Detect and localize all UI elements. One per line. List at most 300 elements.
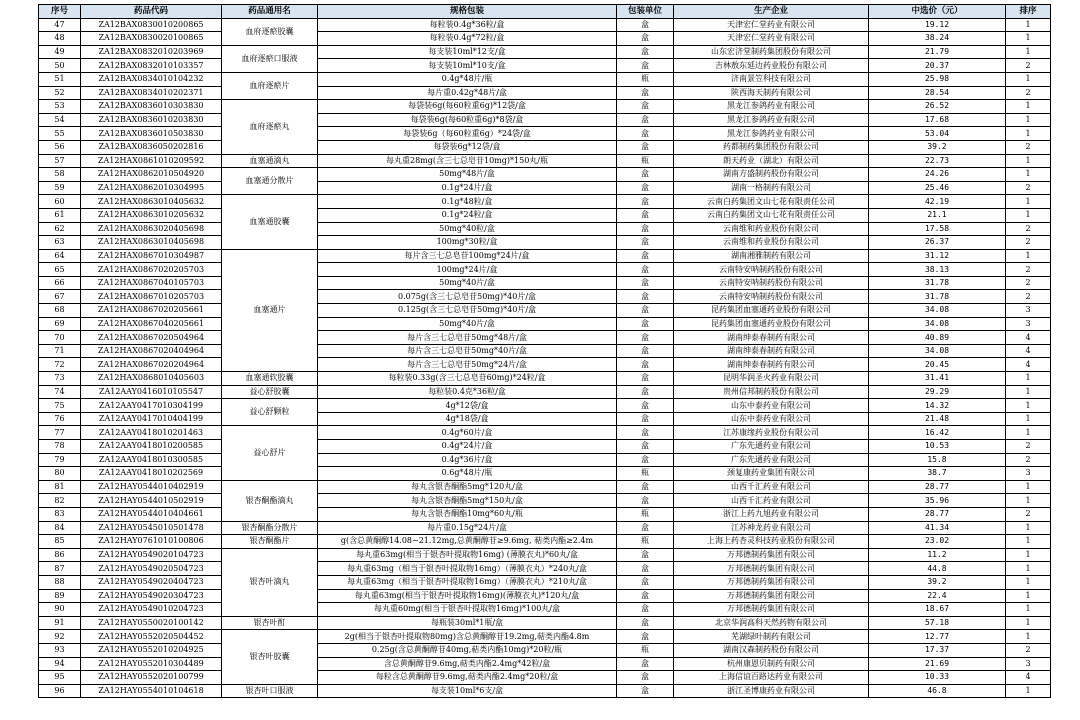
- table-row: [39, 208, 1051, 222]
- rank-cell: 1: [1006, 72, 1051, 86]
- price-cell: 46.8: [869, 684, 1006, 698]
- unit-cell: 盒: [617, 657, 674, 671]
- table-row: [39, 562, 1051, 576]
- unit-cell: 盒: [617, 208, 674, 222]
- seq-cell: 81: [39, 480, 81, 494]
- table-row: [39, 317, 1051, 331]
- table-row: [39, 127, 1051, 141]
- spec-cell: 每粒装0.4克*36粒/盒: [318, 385, 617, 399]
- header-rank: 排序: [1006, 5, 1051, 19]
- spec-cell: 每片含三七总皂苷50mg*48片/盒: [318, 331, 617, 345]
- spec-cell: g(含总黄酮醇14.08~21.12mg,总黄酮醇苷≥9.6mg, 萜类内酯≥2.4m: [318, 535, 617, 549]
- spec-cell: 每丸重60mg(相当于银杏叶提取物16mg)*100丸/盒: [318, 603, 617, 617]
- table-row: [39, 480, 1051, 494]
- price-cell: 39.2: [869, 575, 1006, 589]
- company-cell: 药都制药集团股份有限公司: [674, 140, 869, 154]
- table-row: [39, 168, 1051, 182]
- spec-cell: 每粒含总黄酮醇苷9.6mg,萜类内酯2.4mg*20粒/盒: [318, 671, 617, 685]
- unit-cell: 瓶: [617, 72, 674, 86]
- seq-cell: 60: [39, 195, 81, 209]
- seq-cell: 93: [39, 643, 81, 657]
- rank-cell: 1: [1006, 426, 1051, 440]
- spec-cell: 每片含三七总皂苷100mg*24片/盒: [318, 249, 617, 263]
- spec-cell: 0.1g*48粒/盒: [318, 195, 617, 209]
- spec-cell: 100mg*30粒/盒: [318, 236, 617, 250]
- company-cell: 上海信谊百路达药业有限公司: [674, 671, 869, 685]
- company-cell: 山西千汇药业有限公司: [674, 480, 869, 494]
- table-row: [39, 72, 1051, 86]
- unit-cell: 盒: [617, 100, 674, 114]
- price-cell: 12.77: [869, 630, 1006, 644]
- price-cell: 17.58: [869, 222, 1006, 236]
- header-seq: 序号: [39, 5, 81, 19]
- company-cell: 芜湖绿叶制药有限公司: [674, 630, 869, 644]
- rank-cell: 2: [1006, 276, 1051, 290]
- rank-cell: 1: [1006, 589, 1051, 603]
- unit-cell: 盒: [617, 290, 674, 304]
- seq-cell: 57: [39, 154, 81, 168]
- company-cell: 昆药集团血塞通药业股份有限公司: [674, 317, 869, 331]
- table-row: [39, 195, 1051, 209]
- company-cell: 黑龙江参鸽药业有限公司: [674, 127, 869, 141]
- unit-cell: 瓶: [617, 643, 674, 657]
- company-cell: 广东先通药业有限公司: [674, 453, 869, 467]
- drug-name-cell: 血府逐瘀口服液: [222, 45, 318, 72]
- company-cell: 济南景笠科技有限公司: [674, 72, 869, 86]
- code-cell: ZA12BAX0830020100865: [81, 32, 222, 46]
- code-cell: ZA12HAX0861010209592: [81, 154, 222, 168]
- drug-name-cell: 银杏叶滴丸: [222, 548, 318, 616]
- table-row: [39, 684, 1051, 698]
- seq-cell: 47: [39, 18, 81, 32]
- unit-cell: 盒: [617, 236, 674, 250]
- seq-cell: 67: [39, 290, 81, 304]
- rank-cell: 3: [1006, 467, 1051, 481]
- table-row: [39, 18, 1051, 32]
- table-row: [39, 671, 1051, 685]
- spec-cell: 每瓶装30ml*1瓶/盒: [318, 616, 617, 630]
- table-row: [39, 575, 1051, 589]
- code-cell: ZA12HAX0867010205703: [81, 290, 222, 304]
- spec-cell: 每丸重28mg(含三七总皂苷10mg)*150丸/瓶: [318, 154, 617, 168]
- code-cell: ZA12HAX0867040105703: [81, 276, 222, 290]
- price-cell: 31.78: [869, 290, 1006, 304]
- spec-cell: 0.4g*24片/盒: [318, 440, 617, 454]
- table-row: [39, 643, 1051, 657]
- seq-cell: 68: [39, 304, 81, 318]
- unit-cell: 盒: [617, 168, 674, 182]
- price-cell: 20.45: [869, 358, 1006, 372]
- table-row: [39, 113, 1051, 127]
- price-cell: 26.52: [869, 100, 1006, 114]
- spec-cell: 0.4g*60片/盒: [318, 426, 617, 440]
- unit-cell: 盒: [617, 453, 674, 467]
- spec-cell: 每片含三七总皂苷50mg*40片/盒: [318, 344, 617, 358]
- code-cell: ZA12HAX0867010304987: [81, 249, 222, 263]
- seq-cell: 89: [39, 589, 81, 603]
- price-cell: 44.8: [869, 562, 1006, 576]
- rank-cell: 2: [1006, 181, 1051, 195]
- price-cell: 31.41: [869, 372, 1006, 386]
- seq-cell: 49: [39, 45, 81, 59]
- unit-cell: 盒: [617, 616, 674, 630]
- code-cell: ZA12BAX0830010200865: [81, 18, 222, 32]
- price-cell: 34.08: [869, 304, 1006, 318]
- seq-cell: 88: [39, 575, 81, 589]
- table-row: [39, 589, 1051, 603]
- unit-cell: 盒: [617, 358, 674, 372]
- price-cell: 20.37: [869, 59, 1006, 73]
- code-cell: ZA12HAX0862010304995: [81, 181, 222, 195]
- code-cell: ZA12BAX0836050202816: [81, 140, 222, 154]
- table-row: [39, 603, 1051, 617]
- table-row: [39, 616, 1051, 630]
- code-cell: ZA12HAX0862010504920: [81, 168, 222, 182]
- rank-cell: 2: [1006, 453, 1051, 467]
- code-cell: ZA12BAX0836010303830: [81, 100, 222, 114]
- unit-cell: 盒: [617, 521, 674, 535]
- spec-cell: 每丸重63mg（相当于银杏叶提取物16mg）（薄膜衣丸）*210丸/盒: [318, 575, 617, 589]
- spec-cell: 50mg*48片/盒: [318, 168, 617, 182]
- code-cell: ZA12AAY0417010304199: [81, 399, 222, 413]
- unit-cell: 盒: [617, 385, 674, 399]
- seq-cell: 96: [39, 684, 81, 698]
- spec-cell: 4g*12袋/盒: [318, 399, 617, 413]
- seq-cell: 95: [39, 671, 81, 685]
- company-cell: 朗天药业（湖北）有限公司: [674, 154, 869, 168]
- table-row: [39, 140, 1051, 154]
- rank-cell: 2: [1006, 643, 1051, 657]
- table-row: [39, 181, 1051, 195]
- table-row: [39, 222, 1051, 236]
- code-cell: ZA12HAX0867020404964: [81, 344, 222, 358]
- drug-name-cell: 益心舒胶囊: [222, 385, 318, 399]
- seq-cell: 65: [39, 263, 81, 277]
- spec-cell: 0.075g(含三七总皂苷50mg)*40片/盒: [318, 290, 617, 304]
- company-cell: 湖南湘雅制药有限公司: [674, 249, 869, 263]
- price-table-container: [38, 4, 1050, 698]
- unit-cell: 盒: [617, 127, 674, 141]
- price-cell: 26.37: [869, 236, 1006, 250]
- spec-cell: 每片含三七总皂苷50mg*24片/盒: [318, 358, 617, 372]
- table-row: [39, 59, 1051, 73]
- drug-name-cell: 银杏酮酯滴丸: [222, 480, 318, 521]
- seq-cell: 66: [39, 276, 81, 290]
- price-cell: 53.04: [869, 127, 1006, 141]
- seq-cell: 54: [39, 113, 81, 127]
- price-cell: 21.1: [869, 208, 1006, 222]
- spec-cell: 0.4g*36片/盒: [318, 453, 617, 467]
- company-cell: 湖南绅泰春制药有限公司: [674, 344, 869, 358]
- header-company: 生产企业: [674, 5, 869, 19]
- spec-cell: 每粒装0.33g(含三七总皂苷60mg)*24粒/盒: [318, 372, 617, 386]
- table-row: [39, 467, 1051, 481]
- company-cell: 山东中泰药业有限公司: [674, 399, 869, 413]
- rank-cell: 1: [1006, 127, 1051, 141]
- spec-cell: 每粒装0.4g*72粒/盒: [318, 32, 617, 46]
- seq-cell: 84: [39, 521, 81, 535]
- spec-cell: 4g*18袋/盒: [318, 412, 617, 426]
- drug-name-cell: 血塞通滴丸: [222, 154, 318, 168]
- company-cell: 万邦德制药集团有限公司: [674, 575, 869, 589]
- code-cell: ZA12HAX0868010405603: [81, 372, 222, 386]
- rank-cell: 1: [1006, 684, 1051, 698]
- price-cell: 40.89: [869, 331, 1006, 345]
- company-cell: 浙江上药九旭药业有限公司: [674, 507, 869, 521]
- table-row: [39, 358, 1051, 372]
- unit-cell: 盒: [617, 630, 674, 644]
- rank-cell: 1: [1006, 630, 1051, 644]
- code-cell: ZA12AAY0417010404199: [81, 412, 222, 426]
- price-cell: 23.02: [869, 535, 1006, 549]
- unit-cell: 盒: [617, 113, 674, 127]
- company-cell: 山西千汇药业有限公司: [674, 494, 869, 508]
- unit-cell: 盒: [617, 195, 674, 209]
- rank-cell: 2: [1006, 290, 1051, 304]
- price-cell: 19.12: [869, 18, 1006, 32]
- table-row: [39, 412, 1051, 426]
- unit-cell: 盒: [617, 276, 674, 290]
- unit-cell: 盒: [617, 412, 674, 426]
- code-cell: ZA12BAX0836010203830: [81, 113, 222, 127]
- seq-cell: 53: [39, 100, 81, 114]
- spec-cell: 每片重0.15g*24片/盒: [318, 521, 617, 535]
- code-cell: ZA12AAY0416010105547: [81, 385, 222, 399]
- drug-name-cell: 银杏酮酯片: [222, 535, 318, 549]
- rank-cell: 1: [1006, 18, 1051, 32]
- seq-cell: 82: [39, 494, 81, 508]
- drug-name-cell: 血府逐瘀片: [222, 72, 318, 99]
- company-cell: 昆药集团血塞通药业股份有限公司: [674, 304, 869, 318]
- code-cell: ZA12AAY0418010201463: [81, 426, 222, 440]
- code-cell: ZA12HAY0544010502919: [81, 494, 222, 508]
- company-cell: 浙江圣博康药业有限公司: [674, 684, 869, 698]
- price-cell: 34.08: [869, 344, 1006, 358]
- spec-cell: 0.25g(含总黄酮醇苷40mg,萜类内酯10mg)*20粒/瓶: [318, 643, 617, 657]
- company-cell: 湖南绅泰春制药有限公司: [674, 331, 869, 345]
- table-row: [39, 507, 1051, 521]
- price-cell: 22.73: [869, 154, 1006, 168]
- price-cell: 34.08: [869, 317, 1006, 331]
- table-row: [39, 630, 1051, 644]
- price-cell: 35.96: [869, 494, 1006, 508]
- code-cell: ZA12HAY0545010501478: [81, 521, 222, 535]
- rank-cell: 1: [1006, 562, 1051, 576]
- unit-cell: 盒: [617, 399, 674, 413]
- spec-cell: 每支装10ml*6支/盒: [318, 684, 617, 698]
- price-cell: 24.26: [869, 168, 1006, 182]
- company-cell: 天津宏仁堂药业有限公司: [674, 32, 869, 46]
- seq-cell: 78: [39, 440, 81, 454]
- rank-cell: 1: [1006, 154, 1051, 168]
- price-cell: 16.42: [869, 426, 1006, 440]
- seq-cell: 61: [39, 208, 81, 222]
- table-row: [39, 154, 1051, 168]
- unit-cell: 盒: [617, 317, 674, 331]
- seq-cell: 87: [39, 562, 81, 576]
- company-cell: 湖南汉森制药股份有限公司: [674, 643, 869, 657]
- price-cell: 41.34: [869, 521, 1006, 535]
- spec-cell: 每支装10ml*10支/盒: [318, 59, 617, 73]
- table-body: [39, 18, 1051, 698]
- unit-cell: 盒: [617, 548, 674, 562]
- company-cell: 湖南一格制药有限公司: [674, 181, 869, 195]
- seq-cell: 92: [39, 630, 81, 644]
- seq-cell: 85: [39, 535, 81, 549]
- rank-cell: 2: [1006, 507, 1051, 521]
- table-row: [39, 45, 1051, 59]
- table-row: [39, 86, 1051, 100]
- rank-cell: 1: [1006, 168, 1051, 182]
- seq-cell: 63: [39, 236, 81, 250]
- drug-name-cell: 银杏叶口服液: [222, 684, 318, 698]
- unit-cell: 盒: [617, 18, 674, 32]
- code-cell: ZA12HAX0867020205661: [81, 304, 222, 318]
- table-row: [39, 399, 1051, 413]
- company-cell: 广东先通药业有限公司: [674, 440, 869, 454]
- price-cell: 18.67: [869, 603, 1006, 617]
- seq-cell: 56: [39, 140, 81, 154]
- code-cell: ZA12AAY0418010202569: [81, 467, 222, 481]
- spec-cell: 每片重0.42g*48片/盒: [318, 86, 617, 100]
- drug-name-cell: 血塞通分散片: [222, 168, 318, 195]
- spec-cell: 2g(相当于银杏叶提取物80mg)含总黄酮醇苷19.2mg,萜类内酯4.8m: [318, 630, 617, 644]
- company-cell: 山东宏济堂制药集团股份有限公司: [674, 45, 869, 59]
- seq-cell: 58: [39, 168, 81, 182]
- price-cell: 42.19: [869, 195, 1006, 209]
- company-cell: 昆明华润圣火药业有限公司: [674, 372, 869, 386]
- seq-cell: 48: [39, 32, 81, 46]
- spec-cell: 每丸含银杏酮酯5mg*120丸/盒: [318, 480, 617, 494]
- rank-cell: 3: [1006, 304, 1051, 318]
- company-cell: 天津宏仁堂药业有限公司: [674, 18, 869, 32]
- rank-cell: 1: [1006, 521, 1051, 535]
- company-cell: 湖南绅泰春制药有限公司: [674, 358, 869, 372]
- rank-cell: 1: [1006, 195, 1051, 209]
- spec-cell: 每丸重63mg（相当于银杏叶提取物16mg）（薄膜衣丸）*240丸/盒: [318, 562, 617, 576]
- code-cell: ZA12HAX0867020504964: [81, 331, 222, 345]
- seq-cell: 51: [39, 72, 81, 86]
- spec-cell: 50mg*40片/盒: [318, 276, 617, 290]
- rank-cell: 3: [1006, 317, 1051, 331]
- price-cell: 17.68: [869, 113, 1006, 127]
- rank-cell: 4: [1006, 358, 1051, 372]
- company-cell: 万邦德制药集团有限公司: [674, 603, 869, 617]
- company-cell: 万邦德制药集团有限公司: [674, 562, 869, 576]
- company-cell: 湖南方盛制药股份有限公司: [674, 168, 869, 182]
- drug-name-cell: 益心舒颗粒: [222, 399, 318, 426]
- price-cell: 31.78: [869, 276, 1006, 290]
- rank-cell: 4: [1006, 344, 1051, 358]
- price-table: [38, 4, 1051, 698]
- code-cell: ZA12HAY0552020100799: [81, 671, 222, 685]
- table-row: [39, 100, 1051, 114]
- company-cell: 吉林敖东延边药业股份有限公司: [674, 59, 869, 73]
- code-cell: ZA12BAX0834010104232: [81, 72, 222, 86]
- code-cell: ZA12AAY0418010300585: [81, 453, 222, 467]
- price-cell: 38.24: [869, 32, 1006, 46]
- price-cell: 21.79: [869, 45, 1006, 59]
- price-cell: 28.77: [869, 480, 1006, 494]
- seq-cell: 70: [39, 331, 81, 345]
- rank-cell: 1: [1006, 32, 1051, 46]
- table-row: [39, 385, 1051, 399]
- rank-cell: 1: [1006, 616, 1051, 630]
- rank-cell: 2: [1006, 86, 1051, 100]
- rank-cell: 2: [1006, 440, 1051, 454]
- header-code: 药品代码: [81, 5, 222, 19]
- price-cell: 38.13: [869, 263, 1006, 277]
- price-cell: 28.54: [869, 86, 1006, 100]
- price-cell: 17.37: [869, 643, 1006, 657]
- spec-cell: 0.1g*24片/盒: [318, 181, 617, 195]
- unit-cell: 盒: [617, 684, 674, 698]
- seq-cell: 55: [39, 127, 81, 141]
- seq-cell: 90: [39, 603, 81, 617]
- spec-cell: 每袋装6g(每60粒重6g)*12袋/盒: [318, 100, 617, 114]
- unit-cell: 盒: [617, 45, 674, 59]
- spec-cell: 每丸含银杏酮酯5mg*150丸/盒: [318, 494, 617, 508]
- table-row: [39, 344, 1051, 358]
- seq-cell: 86: [39, 548, 81, 562]
- seq-cell: 74: [39, 385, 81, 399]
- code-cell: ZA12HAX0867040205661: [81, 317, 222, 331]
- unit-cell: 瓶: [617, 507, 674, 521]
- company-cell: 万邦德制药集团有限公司: [674, 589, 869, 603]
- code-cell: ZA12HAY0549020404723: [81, 575, 222, 589]
- company-cell: 陕西海天制药有限公司: [674, 86, 869, 100]
- table-row: [39, 426, 1051, 440]
- unit-cell: 盒: [617, 480, 674, 494]
- company-cell: 云南白药集团文山七花有限责任公司: [674, 195, 869, 209]
- table-row: [39, 521, 1051, 535]
- unit-cell: 盒: [617, 181, 674, 195]
- table-row: [39, 263, 1051, 277]
- rank-cell: 1: [1006, 494, 1051, 508]
- price-cell: 31.12: [869, 249, 1006, 263]
- spec-cell: 每袋装6g（每60粒重6g）*24袋/盒: [318, 127, 617, 141]
- company-cell: 云南特安呐制药股份有限公司: [674, 263, 869, 277]
- spec-cell: 50mg*40粒/盒: [318, 222, 617, 236]
- company-cell: 云南白药集团文山七花有限责任公司: [674, 208, 869, 222]
- rank-cell: 1: [1006, 399, 1051, 413]
- seq-cell: 77: [39, 426, 81, 440]
- unit-cell: 瓶: [617, 154, 674, 168]
- seq-cell: 59: [39, 181, 81, 195]
- code-cell: ZA12HAX0863010405632: [81, 195, 222, 209]
- price-cell: 25.98: [869, 72, 1006, 86]
- drug-name-cell: 血塞通胶囊: [222, 195, 318, 249]
- table-row: [39, 440, 1051, 454]
- table-row: [39, 331, 1051, 345]
- price-cell: 28.77: [869, 507, 1006, 521]
- drug-name-cell: 血塞通片: [222, 249, 318, 371]
- seq-cell: 83: [39, 507, 81, 521]
- unit-cell: 盒: [617, 589, 674, 603]
- code-cell: ZA12HAX0863010405698: [81, 236, 222, 250]
- price-cell: 25.46: [869, 181, 1006, 195]
- unit-cell: 盒: [617, 603, 674, 617]
- company-cell: 江苏康缘药业股份有限公司: [674, 426, 869, 440]
- company-cell: 云南特安呐制药股份有限公司: [674, 290, 869, 304]
- header-unit: 包装单位: [617, 5, 674, 19]
- code-cell: ZA12HAY0549010204723: [81, 603, 222, 617]
- spec-cell: 每粒装0.4g*36粒/盒: [318, 18, 617, 32]
- header-spec: 规格包装: [318, 5, 617, 19]
- seq-cell: 52: [39, 86, 81, 100]
- table-row: [39, 249, 1051, 263]
- rank-cell: 1: [1006, 535, 1051, 549]
